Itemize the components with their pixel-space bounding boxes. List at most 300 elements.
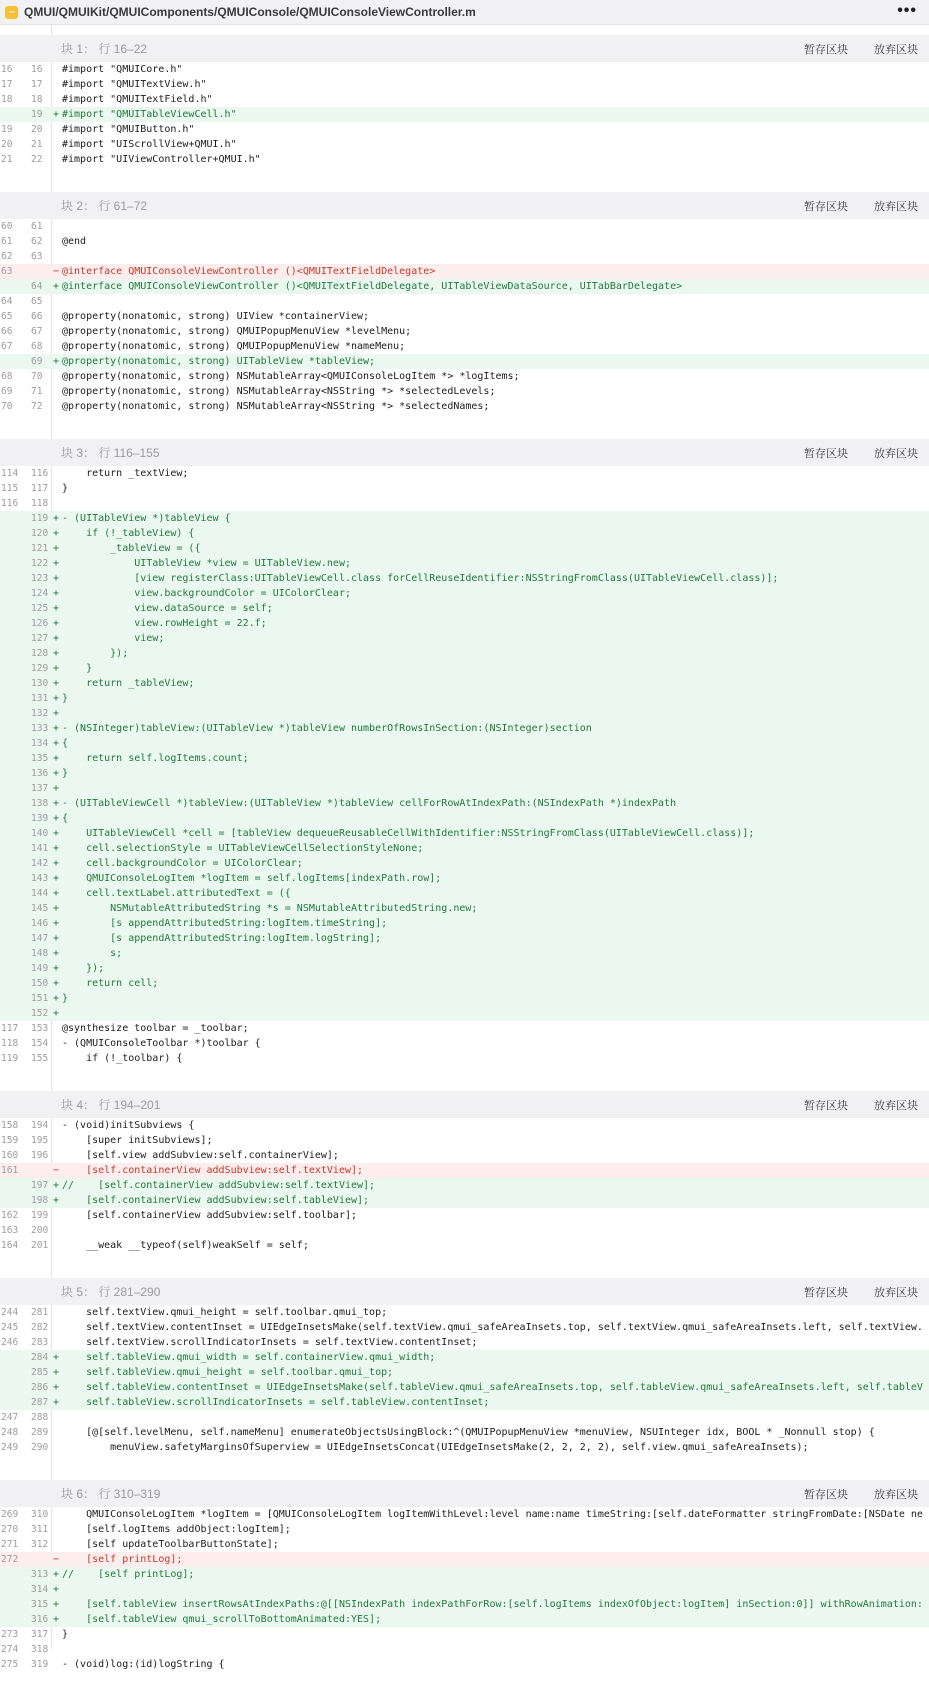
- hunk-actions: [782, 444, 922, 462]
- new-line-number: 316: [31, 1614, 49, 1625]
- diff-line-added: [0, 826, 929, 841]
- new-line-number: 148: [31, 948, 49, 959]
- new-line-number: 317: [31, 1629, 49, 1640]
- diff-line: [0, 1305, 929, 1320]
- plus-marker-icon: +: [52, 783, 60, 794]
- diff-line-added: [0, 781, 929, 796]
- new-line-number: 151: [31, 993, 49, 1004]
- new-line-number: 22: [31, 154, 43, 165]
- code-text: self.tableView.qmui_width = self.containerView.qmui_width;: [62, 1352, 436, 1363]
- code-text: view.rowHeight = 22.f;: [62, 618, 267, 629]
- code-text: self.textView.scrollIndicatorInsets = self.textView.contentInset;: [62, 1337, 478, 1348]
- diff-line: [0, 167, 929, 182]
- diff-line-added: [0, 571, 929, 586]
- code-text: @interface QMUIConsoleViewController ()<QMUITextFieldDelegate, UITableViewDataSource, UITabBarDelegate>: [62, 281, 683, 292]
- plus-marker-icon: +: [52, 828, 60, 839]
- hunk-actions: [782, 40, 922, 58]
- old-line-number: 68: [1, 371, 13, 382]
- old-line-number: 245: [1, 1322, 19, 1333]
- code-text: #import "QMUITextField.h": [62, 94, 213, 105]
- new-line-number: 120: [31, 528, 49, 539]
- code-text: return cell;: [62, 978, 159, 989]
- new-line-number: 201: [31, 1240, 49, 1251]
- plus-marker-icon: +: [52, 281, 60, 292]
- diff-line: [0, 1642, 929, 1657]
- plus-marker-icon: +: [52, 888, 60, 899]
- plus-marker-icon: +: [52, 603, 60, 614]
- code-text: }: [62, 1629, 69, 1640]
- code-text: self.tableView.scrollIndicatorInsets = self.tableView.contentInset;: [62, 1397, 490, 1408]
- plus-marker-icon: +: [52, 663, 60, 674]
- diff-line: [0, 234, 929, 249]
- diff-line-added: [0, 556, 929, 571]
- new-line-number: 314: [31, 1584, 49, 1595]
- plus-marker-icon: +: [52, 873, 60, 884]
- minus-marker-icon: −: [52, 1554, 60, 1565]
- hunk-title: 块 4： 行 194–201: [61, 1098, 161, 1112]
- old-line-number: 160: [1, 1150, 19, 1161]
- plus-marker-icon: +: [52, 356, 60, 367]
- code-text: {: [62, 813, 69, 824]
- diff-line-added: [0, 811, 929, 826]
- old-line-number: 248: [1, 1427, 19, 1438]
- plus-marker-icon: +: [52, 588, 60, 599]
- plus-marker-icon: +: [52, 633, 60, 644]
- new-line-number: 61: [31, 221, 43, 232]
- diff-line: [0, 324, 929, 339]
- diff-line-added: [0, 1193, 929, 1208]
- code-text: @end: [62, 236, 87, 247]
- new-line-number: 64: [31, 281, 43, 292]
- diff-line-added: [0, 706, 929, 721]
- diff-line-added: [0, 796, 929, 811]
- code-text: - (UITableView *)tableView {: [62, 513, 231, 524]
- new-line-number: 155: [31, 1053, 49, 1064]
- old-line-number: 118: [1, 1038, 19, 1049]
- stage-hunk-button[interactable]: 暂存区块: [804, 1489, 848, 1501]
- old-line-number: 273: [1, 1629, 19, 1640]
- diff-line: [0, 399, 929, 414]
- code-text: [s appendAttributedString:logItem.timeString];: [62, 918, 388, 929]
- diff-line: [0, 1425, 929, 1440]
- diff-line: [0, 152, 929, 167]
- discard-hunk-button[interactable]: 放弃区块: [874, 1489, 918, 1501]
- diff-line: [0, 62, 929, 77]
- minus-marker-icon: −: [52, 266, 60, 277]
- diff-line-added: [0, 1006, 929, 1021]
- diff-line: [0, 481, 929, 496]
- new-line-number: 135: [31, 753, 49, 764]
- new-line-number: 285: [31, 1367, 49, 1378]
- minus-marker-icon: −: [52, 1165, 60, 1176]
- diff-line-added: [0, 916, 929, 931]
- code-text: view;: [62, 633, 165, 644]
- plus-marker-icon: +: [52, 948, 60, 959]
- diff-line-added: [0, 1350, 929, 1365]
- hunk-title: 块 3： 行 116–155: [61, 446, 160, 460]
- plus-marker-icon: +: [52, 813, 60, 824]
- new-line-number: 141: [31, 843, 49, 854]
- plus-marker-icon: +: [52, 513, 60, 524]
- code-text: @property(nonatomic, strong) NSMutableArray<NSString *> *selectedNames;: [62, 401, 490, 412]
- code-text: @property(nonatomic, strong) NSMutableArray<NSString *> *selectedLevels;: [62, 386, 496, 397]
- diff-line-added: [0, 976, 929, 991]
- plus-marker-icon: +: [52, 1584, 60, 1595]
- new-line-number: 21: [31, 139, 43, 150]
- diff-line: [0, 1455, 929, 1470]
- new-line-number: 311: [31, 1524, 49, 1535]
- new-line-number: 152: [31, 1008, 49, 1019]
- diff-line-added: [0, 586, 929, 601]
- plus-marker-icon: +: [52, 723, 60, 734]
- title-bar: [0, 0, 929, 25]
- new-line-number: 69: [31, 356, 43, 367]
- new-line-number: 283: [31, 1337, 49, 1348]
- code-text: __weak __typeof(self)weakSelf = self;: [62, 1240, 309, 1251]
- old-line-number: 270: [1, 1524, 19, 1535]
- new-line-number: 146: [31, 918, 49, 929]
- old-line-number: 20: [1, 139, 13, 150]
- new-line-number: 123: [31, 573, 49, 584]
- diff-line: [0, 1507, 929, 1522]
- code-text: view.dataSource = self;: [62, 603, 273, 614]
- diff-line-added: [0, 736, 929, 751]
- hunk-gap: [0, 1268, 929, 1278]
- old-line-number: 272: [1, 1554, 19, 1565]
- hunk-title: 块 6： 行 310–319: [61, 1487, 161, 1501]
- diff-line: [0, 1410, 929, 1425]
- code-text: }: [62, 768, 69, 779]
- old-line-number: 247: [1, 1412, 19, 1423]
- stage-hunk-button[interactable]: 暂存区块: [804, 1287, 848, 1299]
- new-line-number: 16: [31, 64, 43, 75]
- file-path: QMUI/QMUIKit/QMUIComponents/QMUIConsole/QMUIConsoleViewController.m: [24, 5, 476, 19]
- code-text: UITableView *view = UITableView.new;: [62, 558, 351, 569]
- new-line-number: 195: [31, 1135, 49, 1146]
- code-text: [self.view addSubview:self.containerView];: [62, 1150, 339, 1161]
- stage-hunk-button[interactable]: 暂存区块: [804, 1100, 848, 1112]
- new-line-number: 313: [31, 1569, 49, 1580]
- plus-marker-icon: +: [52, 708, 60, 719]
- code-text: self.textView.qmui_height = self.toolbar.qmui_top;: [62, 1307, 388, 1318]
- plus-marker-icon: +: [52, 963, 60, 974]
- diff-line-added: [0, 946, 929, 961]
- old-line-number: 274: [1, 1644, 19, 1655]
- code-text: // [self printLog];: [62, 1569, 195, 1580]
- plus-marker-icon: +: [52, 903, 60, 914]
- diff-line-added: [0, 676, 929, 691]
- code-text: #import "QMUICore.h": [62, 64, 183, 75]
- diff-line-added: [0, 961, 929, 976]
- diff-line-added: [0, 751, 929, 766]
- code-text: #import "QMUITableViewCell.h": [62, 109, 237, 120]
- code-text: return self.logItems.count;: [62, 753, 249, 764]
- diff-line: [0, 1537, 929, 1552]
- code-text: @property(nonatomic, strong) QMUIPopupMenuView *levelMenu;: [62, 326, 412, 337]
- diff-line-added: [0, 107, 929, 122]
- diff-line: [0, 309, 929, 324]
- discard-hunk-button[interactable]: 放弃区块: [874, 1100, 918, 1112]
- plus-marker-icon: +: [52, 573, 60, 584]
- hunk-header: [0, 35, 929, 62]
- diff-line-added: [0, 766, 929, 781]
- new-line-number: 63: [31, 251, 43, 262]
- hunk-actions: [782, 1283, 922, 1301]
- new-line-number: 284: [31, 1352, 49, 1363]
- plus-marker-icon: +: [52, 528, 60, 539]
- new-line-number: 71: [31, 386, 43, 397]
- old-line-number: 69: [1, 386, 13, 397]
- plus-marker-icon: +: [52, 738, 60, 749]
- discard-hunk-button[interactable]: 放弃区块: [874, 1287, 918, 1299]
- plus-marker-icon: +: [52, 753, 60, 764]
- old-line-number: 244: [1, 1307, 19, 1318]
- code-text: [self.containerView addSubview:self.tableView];: [62, 1195, 370, 1206]
- code-text: }: [62, 693, 69, 704]
- diff-line-added: [0, 601, 929, 616]
- code-text: QMUIConsoleLogItem *logItem = self.logItems[indexPath.row];: [62, 873, 442, 884]
- diff-line: [0, 384, 929, 399]
- new-line-number: 315: [31, 1599, 49, 1610]
- diff-line-added: [0, 1582, 929, 1597]
- new-line-number: 127: [31, 633, 49, 644]
- more-options-icon[interactable]: •••: [897, 2, 917, 19]
- new-line-number: 18: [31, 94, 43, 105]
- code-text: - (void)log:(id)logString {: [62, 1659, 225, 1670]
- diff-line-added: [0, 721, 929, 736]
- new-line-number: 122: [31, 558, 49, 569]
- new-line-number: 310: [31, 1509, 49, 1520]
- code-text: });: [62, 963, 105, 974]
- code-text: return _textView;: [62, 468, 189, 479]
- old-line-number: 164: [1, 1240, 19, 1251]
- hunk-header: [0, 1091, 929, 1118]
- new-line-number: 200: [31, 1225, 49, 1236]
- new-line-number: 281: [31, 1307, 49, 1318]
- diff-line: [0, 1253, 929, 1268]
- diff-line: [0, 1133, 929, 1148]
- code-text: }: [62, 483, 69, 494]
- old-line-number: 246: [1, 1337, 19, 1348]
- plus-marker-icon: +: [52, 1367, 60, 1378]
- diff-line-removed: [0, 1552, 929, 1567]
- diff-line-added: [0, 991, 929, 1006]
- new-line-number: 128: [31, 648, 49, 659]
- diff-line-added: [0, 1380, 929, 1395]
- new-line-number: 289: [31, 1427, 49, 1438]
- new-line-number: 318: [31, 1644, 49, 1655]
- new-line-number: 124: [31, 588, 49, 599]
- hunk-title: 块 2： 行 61–72: [61, 199, 148, 213]
- diff-line: [0, 1208, 929, 1223]
- diff-line: [0, 1036, 929, 1051]
- discard-hunk-button[interactable]: 放弃区块: [874, 44, 918, 56]
- new-line-number: 194: [31, 1120, 49, 1131]
- code-text: #import "UIScrollView+QMUI.h": [62, 139, 237, 150]
- code-text: });: [62, 648, 129, 659]
- diff-line: [0, 1627, 929, 1642]
- new-line-number: 290: [31, 1442, 49, 1453]
- old-line-number: 67: [1, 341, 13, 352]
- code-text: [s appendAttributedString:logItem.logString];: [62, 933, 382, 944]
- code-text: - (void)initSubviews {: [62, 1120, 195, 1131]
- diff-line-added: [0, 646, 929, 661]
- code-text: self.tableView.qmui_height = self.toolbar.qmui_top;: [62, 1367, 394, 1378]
- old-line-number: 60: [1, 221, 13, 232]
- diff-line: [0, 1223, 929, 1238]
- new-line-number: 17: [31, 79, 43, 90]
- diff-line: [0, 1118, 929, 1133]
- stage-hunk-button[interactable]: 暂存区块: [804, 448, 848, 460]
- hunk-gap: [0, 1081, 929, 1091]
- diff-line: [0, 1238, 929, 1253]
- diff-line-added: [0, 1365, 929, 1380]
- new-line-number: 65: [31, 296, 43, 307]
- plus-marker-icon: +: [52, 693, 60, 704]
- hunk-gap: [0, 429, 929, 439]
- hunk-gap: [0, 182, 929, 192]
- hunk-header: [0, 1278, 929, 1305]
- new-line-number: 117: [31, 483, 49, 494]
- code-text: if (!_toolbar) {: [62, 1053, 183, 1064]
- old-line-number: 19: [1, 124, 13, 135]
- new-line-number: 147: [31, 933, 49, 944]
- diff-line-removed: [0, 264, 929, 279]
- new-line-number: 154: [31, 1038, 49, 1049]
- hunk-header: [0, 1480, 929, 1507]
- diff-line-added: [0, 1395, 929, 1410]
- old-line-number: 114: [1, 468, 19, 479]
- hunk-header: [0, 192, 929, 219]
- plus-marker-icon: +: [52, 1352, 60, 1363]
- code-text: [self.tableView qmui_scrollToBottomAnimated:YES];: [62, 1614, 382, 1625]
- code-text: s;: [62, 948, 123, 959]
- code-text: @interface QMUIConsoleViewController ()<QMUITextFieldDelegate>: [62, 266, 436, 277]
- diff-line: [0, 294, 929, 309]
- code-text: @property(nonatomic, strong) UIView *containerView;: [62, 311, 370, 322]
- plus-marker-icon: +: [52, 618, 60, 629]
- old-line-number: 116: [1, 498, 19, 509]
- diff-line: [0, 1657, 929, 1672]
- stage-hunk-button[interactable]: 暂存区块: [804, 44, 848, 56]
- code-text: menuView.safetyMarginsOfSuperview = UIEdgeInsetsConcat(UIEdgeInsetsMake(2, 2, 2, 2), self.view.qmui_safeAreaInsets);: [62, 1442, 809, 1453]
- new-line-number: 137: [31, 783, 49, 794]
- code-text: [self.tableView insertRowsAtIndexPaths:@[[NSIndexPath indexPathForRow:[self.logItems indexOfObject:logItem] inSection:0]] withRowAnimation:: [62, 1599, 923, 1610]
- diff-line: [0, 92, 929, 107]
- hunk-gap: [0, 1470, 929, 1480]
- old-line-number: 158: [1, 1120, 19, 1131]
- new-line-number: 140: [31, 828, 49, 839]
- old-line-number: 21: [1, 154, 13, 165]
- diff-line-added: [0, 931, 929, 946]
- code-text: [self printLog];: [62, 1554, 183, 1565]
- old-line-number: 117: [1, 1023, 19, 1034]
- diff-line: [0, 219, 929, 234]
- plus-marker-icon: +: [52, 978, 60, 989]
- diff-line: [0, 1051, 929, 1066]
- new-line-number: 66: [31, 311, 43, 322]
- new-line-number: 145: [31, 903, 49, 914]
- old-line-number: 70: [1, 401, 13, 412]
- new-line-number: 197: [31, 1180, 49, 1191]
- code-text: }: [62, 993, 69, 1004]
- diff-line-added: [0, 841, 929, 856]
- code-text: UITableViewCell *cell = [tableView dequeueReusableCellWithIdentifier:NSStringFromClass(UITableViewCell.class)];: [62, 828, 755, 839]
- diff-line: [0, 249, 929, 264]
- plus-marker-icon: +: [52, 1569, 60, 1580]
- plus-marker-icon: +: [52, 678, 60, 689]
- new-line-number: 286: [31, 1382, 49, 1393]
- code-text: {: [62, 738, 69, 749]
- old-line-number: 163: [1, 1225, 19, 1236]
- plus-marker-icon: +: [52, 768, 60, 779]
- new-line-number: 150: [31, 978, 49, 989]
- plus-marker-icon: +: [52, 1195, 60, 1206]
- code-text: #import "QMUIButton.h": [62, 124, 195, 135]
- discard-hunk-button[interactable]: 放弃区块: [874, 201, 918, 213]
- diff-line: [0, 369, 929, 384]
- new-line-number: 62: [31, 236, 43, 247]
- new-line-number: 282: [31, 1322, 49, 1333]
- new-line-number: 20: [31, 124, 43, 135]
- new-line-number: 126: [31, 618, 49, 629]
- new-line-number: 319: [31, 1659, 49, 1670]
- old-line-number: 63: [1, 266, 13, 277]
- code-text: QMUIConsoleLogItem *logItem = [QMUIConsoleLogItem logItemWithLevel:level name:name timeString:[self.dateFormatter stringFromDate:[NSDate ne: [62, 1509, 923, 1520]
- stage-hunk-button[interactable]: 暂存区块: [804, 201, 848, 213]
- code-text: }: [62, 663, 93, 674]
- plus-marker-icon: +: [52, 858, 60, 869]
- old-line-number: 62: [1, 251, 13, 262]
- new-line-number: 70: [31, 371, 43, 382]
- hunk-gap: [0, 25, 929, 35]
- old-line-number: 271: [1, 1539, 19, 1550]
- diff-line-removed: [0, 1163, 929, 1178]
- old-line-number: 66: [1, 326, 13, 337]
- code-text: NSMutableAttributedString *s = NSMutableAttributedString.new;: [62, 903, 478, 914]
- code-text: self.textView.contentInset = UIEdgeInsetsMake(self.textView.qmui_safeAreaInsets.top, self.textView.qmui_safeAreaInsets.left, self.textView.: [62, 1322, 923, 1333]
- old-line-number: 119: [1, 1053, 19, 1064]
- new-line-number: 131: [31, 693, 49, 704]
- new-line-number: 144: [31, 888, 49, 899]
- plus-marker-icon: +: [52, 558, 60, 569]
- plus-marker-icon: +: [52, 933, 60, 944]
- plus-marker-icon: +: [52, 1008, 60, 1019]
- new-line-number: 312: [31, 1539, 49, 1550]
- code-text: [@[self.levelMenu, self.nameMenu] enumerateObjectsUsingBlock:^(QMUIPopupMenuView *menuView, NSUInteger idx, BOOL * _Nonnull stop) {: [62, 1427, 875, 1438]
- code-text: view.backgroundColor = UIColorClear;: [62, 588, 351, 599]
- diff-line: [0, 137, 929, 152]
- new-line-number: 133: [31, 723, 49, 734]
- diff-line: [0, 1148, 929, 1163]
- code-text: cell.textLabel.attributedText = ({: [62, 888, 291, 899]
- diff-view: [0, 25, 929, 1687]
- diff-line: [0, 496, 929, 511]
- code-text: - (UITableViewCell *)tableView:(UITableView *)tableView cellForRowAtIndexPath:(NSIndexPath *)indexPath: [62, 798, 677, 809]
- code-text: _tableView = ({: [62, 543, 201, 554]
- code-text: [self.containerView addSubview:self.textView];: [62, 1165, 364, 1176]
- hunk-actions: [782, 197, 922, 215]
- code-text: if (!_tableView) {: [62, 528, 195, 539]
- code-text: @property(nonatomic, strong) NSMutableArray<QMUIConsoleLogItem *> *logItems;: [62, 371, 520, 382]
- new-line-number: 287: [31, 1397, 49, 1408]
- diff-line-added: [0, 1597, 929, 1612]
- diff-line-added: [0, 631, 929, 646]
- code-text: @property(nonatomic, strong) QMUIPopupMenuView *nameMenu;: [62, 341, 406, 352]
- old-line-number: 115: [1, 483, 19, 494]
- old-line-number: 161: [1, 1165, 19, 1176]
- discard-hunk-button[interactable]: 放弃区块: [874, 448, 918, 460]
